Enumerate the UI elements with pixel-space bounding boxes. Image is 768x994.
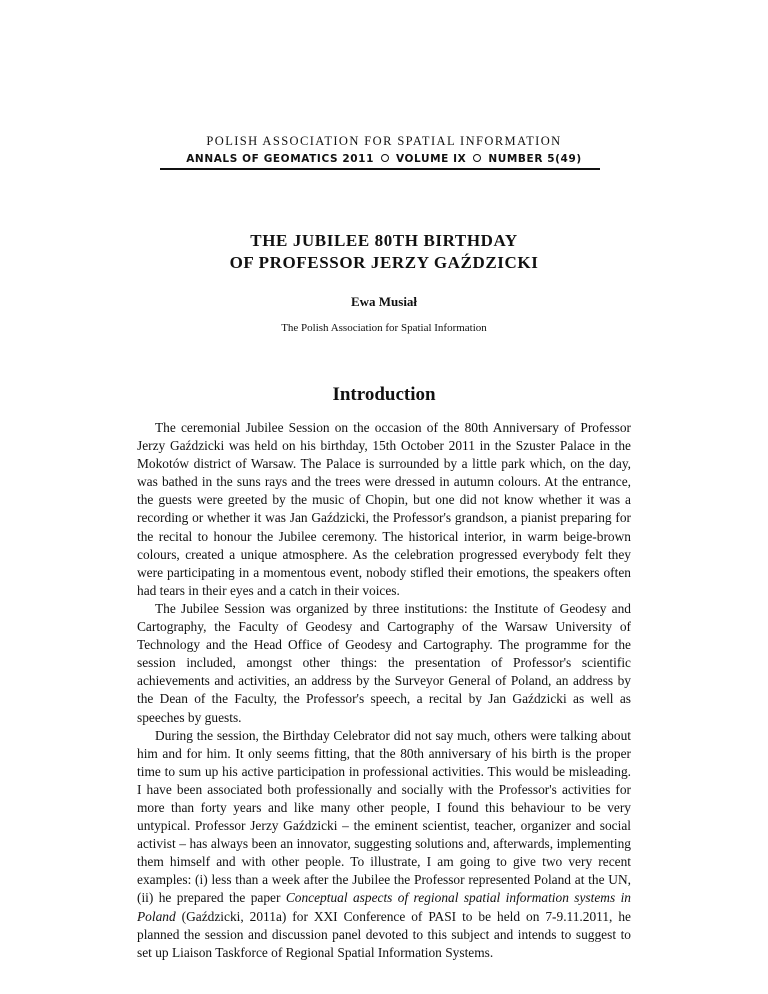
journal-header [0,133,768,166]
bullet-circle-icon [381,154,389,162]
article-author: Ewa Musiał [350,294,418,309]
author-affiliation: The Polish Association for Spatial Information [281,322,487,334]
paragraph-3 [137,727,631,962]
article-title-line-1: THE JUBILEE 80TH BIRTHDAY [250,231,518,250]
article-title-line-2: OF PROFESSOR JERZY GAŹDZICKI [229,253,539,272]
journal-volume: VOLUME IX [395,153,467,165]
journal-info-line [0,152,768,166]
paragraph-2: The Jubilee Session was organized by three institutions: the Institute of Geodesy and Cartography, the Faculty of Geodesy and Cartography of the Warsaw University of Technology and the Head Office of Geodesy and Cartography. The programme for the session included, amongst other things: the presentation of Professor's scientific achievements and activities, an address by the Surveyor General of Poland, an address by the Dean of the Faculty, the Professor's speech, a recital by Jan Gaździcki as well as speeches by guests. [137,600,631,725]
header-divider [160,168,600,170]
paragraph-3-text-end: (Gaździcki, 2011a) for XXI Conference of PASI to be held on 7-9.11.2011, he planned the session and discussion panel devoted to this subject and intends to suggest to set up Liaison Taskforce of Regional Spatial Information Systems. [137,908,631,960]
paragraph-1: The ceremonial Jubilee Session on the occasion of the 80th Anniversary of Professor Jerzy Gaździcki was held on his birthday, 15th October 2011 in the Szuster Palace in the Mokotów district of Warsaw. The Palace is surrounded by a little park which, on the day, was bathed in the suns rays and the trees were dressed in autumn colours. At the entrance, the guests were greeted by the music of Chopin, but one did not know whether it was a recording or whether it was Jan Gaździcki, the Professor's grandson, a pianist preparing for the recital to honour the Jubilee ceremony. The historical interior, in warm beige-brown colours, created a unique atmosphere. As the celebration progressed everybody felt they were participating in a momentous event, nobody stifled their emotions, the speakers often had tears in their eyes and a catch in their voices. [137,420,631,598]
bullet-circle-icon [473,154,481,162]
association-name: POLISH ASSOCIATION FOR SPATIAL INFORMATION [206,134,562,148]
journal-name: ANNALS OF GEOMATICS 2011 [186,153,374,165]
section-heading: Introduction [332,384,436,405]
journal-number: NUMBER 5(49) [488,153,582,165]
paper-title-citation: Conceptual aspects of regional spatial information systems in Poland [137,890,631,924]
article-title [0,230,768,274]
body-text [137,419,631,962]
paragraph-3-text-start: During the session, the Birthday Celebrator did not say much, others were talking about him and for him. It only seems fitting, that the 80th anniversary of his birth is the proper time to sum up his active participation in professional activities. This would be misleading. I have been associated both professionally and socially with the Professor's activities for more than forty years and like many other people, I found this behaviour to be very untypical. Professor Jerzy Gaździcki – the eminent scientist, teacher, organizer and social activist – has always been an innovator, suggesting solutions and, afterwards, implementing them himself and with other people. To illustrate, I am going to give two very recent examples: (i) less than a week after the Jubilee the Professor represented Poland at the UN, (ii) he prepared the paper [137,727,631,906]
